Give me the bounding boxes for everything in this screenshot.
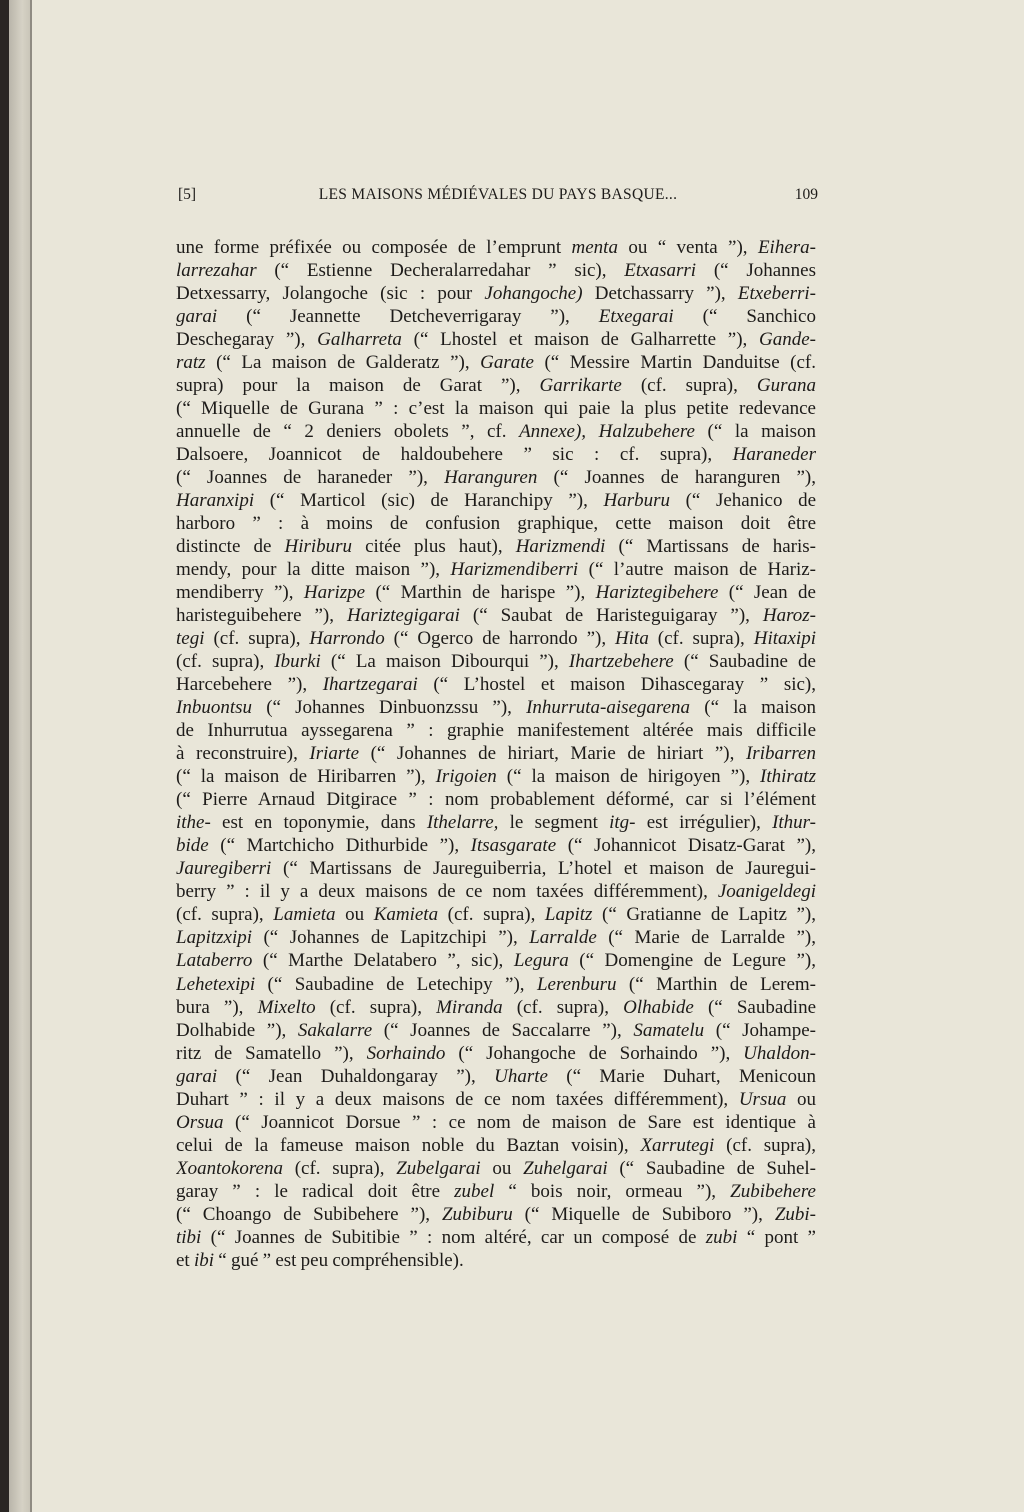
text-run: (“ Gratianne de Lapitz ”), (592, 904, 816, 926)
house-name-italic: Harizmendi (515, 536, 606, 558)
house-name-italic: Olhabide (623, 996, 694, 1018)
text-run: Deschegaray ”), (176, 329, 318, 351)
text-line (176, 604, 816, 627)
text-run: (“ Joannes de Subitibie ” : nom altéré, car un composé de (201, 1226, 706, 1248)
text-run: à reconstruire), (176, 743, 310, 765)
text-run: (“ Joannes de Saccalarre ”), (372, 1019, 634, 1041)
text-line (176, 1111, 816, 1134)
house-name-italic: zubel (454, 1180, 495, 1202)
house-name-italic: Gande- (759, 329, 816, 351)
text-run: (“ Jehanico de (669, 490, 816, 512)
house-name-italic: Jauregiberri (176, 858, 272, 880)
text-run: (cf. supra), (315, 996, 437, 1018)
text-run: (“ La maison de Galderatz ”), (205, 352, 481, 374)
text-run: ou (786, 1088, 816, 1110)
text-run: distincte de (176, 536, 285, 558)
house-name-italic: Ursua (738, 1088, 787, 1110)
text-line (176, 834, 816, 857)
text-line (176, 1065, 816, 1088)
house-name-italic: Hitaxipi (753, 628, 816, 650)
house-name-italic: tibi (176, 1226, 202, 1248)
text-run: (“ Joannes de haranguren ”), (537, 467, 816, 489)
house-name-italic: Zuhelgarai (523, 1157, 608, 1179)
text-run: (“ Martissans de haris- (605, 536, 816, 558)
text-line (176, 443, 816, 466)
house-name-italic: Irigoien (435, 766, 497, 788)
text-run: berry ” : il y a deux maisons de ce nom taxées différemment), (176, 881, 718, 903)
scan-binding-edge (0, 0, 9, 1512)
house-name-italic: Uharte (494, 1065, 548, 1087)
text-line (176, 1226, 816, 1249)
house-name-italic: itg- (609, 812, 636, 834)
house-name-italic: Haranguren (444, 467, 538, 489)
text-run: garay ” : le radical doit être (176, 1180, 455, 1202)
text-line (176, 949, 816, 972)
house-name-italic: Iribarren (745, 743, 816, 765)
text-line (176, 1249, 816, 1272)
text-run: (“ Estienne Decheralarredahar ” sic), (256, 260, 625, 282)
text-line (176, 236, 816, 259)
text-line (176, 1203, 816, 1226)
text-run: (cf. supra), (621, 375, 757, 397)
text-run: (“ Marthin de harispe ”), (365, 582, 596, 604)
text-line (176, 420, 816, 443)
house-name-italic: Lataberro (176, 950, 253, 972)
text-line (176, 696, 816, 719)
text-run: ou “ venta ”), (617, 237, 758, 258)
text-run: ou (335, 904, 374, 926)
page-gutter-line (30, 0, 32, 1512)
text-run: (“ Marthe Delatabero ”, sic), (252, 950, 514, 972)
text-line (176, 1134, 816, 1157)
house-name-italic: Sakalarre (297, 1019, 373, 1041)
text-run: (“ Messire Martin Danduitse (cf. (533, 352, 816, 374)
house-name-italic: Ihartzebehere (568, 651, 674, 673)
house-name-italic: Lapitz (544, 904, 593, 926)
house-name-italic: Eihera- (757, 237, 816, 258)
text-run: (“ Saubat de Haristeguigaray ”), (459, 605, 763, 627)
text-run: (cf. supra), (648, 628, 754, 650)
house-name-italic: Itsasgarate (470, 835, 557, 857)
text-line (176, 973, 816, 996)
text-run: (“ la maison de Hiribarren ”), (176, 766, 436, 788)
house-name-italic: zubi (705, 1226, 738, 1248)
house-name-italic: Ithelarre, (426, 812, 499, 834)
text-line (176, 328, 816, 351)
text-run: (“ Marthin de Lerem- (616, 973, 816, 995)
text-line (176, 489, 816, 512)
text-line (176, 466, 816, 489)
text-run: “ bois noir, ormeau ”), (494, 1180, 731, 1202)
text-run: (“ Joannicot Dorsue ” : ce nom de maison de Sare est identique à (223, 1111, 816, 1133)
text-run: (“ Saubadine de (673, 651, 816, 673)
house-name-italic: Etxeberri- (737, 283, 816, 305)
text-run: (“ Johampe- (704, 1019, 816, 1041)
text-run: (“ Johannes Dinbuonzssu ”), (252, 697, 527, 719)
text-line (176, 788, 816, 811)
house-name-italic: ratz (176, 352, 206, 374)
text-run: (cf. supra), (176, 904, 274, 926)
text-run: (cf. supra), (282, 1157, 397, 1179)
house-name-italic: Hiriburu (284, 536, 353, 558)
text-run: (cf. supra), (714, 1134, 816, 1156)
house-name-italic: Iburki (274, 651, 321, 673)
text-run: (“ Saubadine (693, 996, 816, 1018)
text-run: (“ Sanchico (673, 306, 816, 328)
text-run: (“ La maison Dibourqui ”), (320, 651, 569, 673)
text-run: (cf. supra), (502, 996, 624, 1018)
text-run: Harcebehere ”), (176, 674, 323, 696)
house-name-italic: Lapitzxipi (176, 927, 253, 949)
house-name-italic: Miranda (436, 996, 503, 1018)
house-name-italic: Ithur- (772, 812, 816, 834)
text-run: (“ L’hostel et maison Dihascegaray ” sic), (417, 674, 816, 696)
house-name-italic: Etxasarri (624, 260, 697, 282)
text-run: (“ Johannicot Disatz-Garat ”), (556, 835, 816, 857)
house-name-italic: garai (176, 1065, 218, 1087)
text-run: (“ Marie Duhart, Menicoun (547, 1065, 816, 1087)
text-run: (“ Ogerco de harrondo ”), (384, 628, 616, 650)
text-run: une forme préfixée ou composée de l’emprunt (176, 237, 572, 258)
text-line (176, 374, 816, 397)
house-name-italic: Inhurruta-aisegarena (526, 697, 691, 719)
house-name-italic: Xoantokorena (176, 1157, 283, 1179)
text-run: haristeguibehere ”), (176, 605, 347, 627)
text-run: (“ Joannes de haraneder ”), (176, 467, 445, 489)
text-line (176, 1157, 816, 1180)
house-name-italic: Ithiratz (760, 766, 816, 788)
house-name-italic: Zubi- (774, 1203, 816, 1225)
house-name-italic: Lerenburu (536, 973, 617, 995)
text-line (176, 926, 816, 949)
house-name-italic: Lehetexipi (176, 973, 256, 995)
body-text (176, 236, 816, 1272)
text-line (176, 719, 816, 742)
text-run: (“ Jeannette Detcheverrigaray ”), (217, 306, 599, 328)
house-name-italic: Orsua (176, 1111, 224, 1133)
text-line (176, 305, 816, 328)
house-name-italic: Garrikarte (539, 375, 622, 397)
house-name-italic: Iriarte (309, 743, 360, 765)
house-name-italic: Kamieta (373, 904, 439, 926)
house-name-italic: Hariztegibehere (595, 582, 719, 604)
house-name-italic: Harburu (603, 490, 670, 512)
text-run: (“ Saubadine de Letechipy ”), (255, 973, 537, 995)
text-run: (“ la maison (690, 697, 816, 719)
house-name-italic: garai (176, 306, 218, 328)
house-name-italic: larrezahar (176, 260, 257, 282)
house-name-italic: Galharreta (317, 329, 402, 351)
text-line (176, 627, 816, 650)
house-name-italic: Larralde (529, 927, 597, 949)
text-run: est en toponymie, dans (210, 812, 427, 834)
text-run: (“ Jean de (718, 582, 816, 604)
text-run: (“ Pierre Arnaud Ditgirace ” : nom probablement déformé, car si l’élément (176, 789, 816, 811)
house-name-italic: Mixelto (257, 996, 316, 1018)
house-name-italic: Haranxipi (176, 490, 255, 512)
text-line (176, 996, 816, 1019)
text-run: annuelle de “ 2 deniers obolets ”, cf. (176, 421, 520, 443)
text-run: Dalsoere, Joannicot de haldoubehere ” sic : cf. supra), (176, 444, 733, 466)
text-run: (“ l’autre maison de Hariz- (578, 559, 816, 581)
text-run: (“ Miquelle de Gurana ” : c’est la maison qui paie la plus petite redevance (176, 398, 816, 420)
text-line (176, 903, 816, 926)
text-run: (“ Choango de Subibehere ”), (176, 1203, 442, 1225)
page-number: 109 (794, 186, 818, 203)
text-run: citée plus haut), (352, 536, 516, 558)
text-run: “ pont ” (737, 1226, 816, 1248)
text-line (176, 673, 816, 696)
text-run: et (176, 1249, 194, 1271)
text-line (176, 558, 816, 581)
text-line (176, 259, 816, 282)
house-name-italic: Joanigeldegi (717, 881, 816, 903)
text-line (176, 535, 816, 558)
text-run: ou (480, 1157, 524, 1179)
house-name-italic: Garate (480, 352, 534, 374)
text-run: (“ Domengine de Legure ”), (568, 950, 816, 972)
previous-page-edge (9, 0, 31, 1512)
text-line (176, 811, 816, 834)
text-run: (“ Johannes de Lapitzchipi ”), (252, 927, 530, 949)
text-run: mendy, pour la ditte maison ”), (176, 559, 451, 581)
house-name-italic: Haroz- (762, 605, 816, 627)
text-run: Detchassarry ”), (582, 283, 738, 305)
text-run: (“ Johangoche de Sorhaindo ”), (445, 1042, 744, 1064)
text-line (176, 512, 816, 535)
text-run: (“ Marie de Larralde ”), (596, 927, 816, 949)
house-name-italic: Samatelu (633, 1019, 705, 1041)
text-run: (“ la maison (695, 421, 816, 443)
house-name-italic: Etxegarai (598, 306, 674, 328)
text-line (176, 581, 816, 604)
text-line (176, 1042, 816, 1065)
house-name-italic: Annexe), Halzubehere (519, 421, 695, 443)
house-name-italic: Ihartzegarai (322, 674, 418, 696)
text-line (176, 742, 816, 765)
text-run: (“ Lhostel et maison de Galharrette ”), (401, 329, 760, 351)
text-run: (“ Jean Duhaldongaray ”), (217, 1065, 495, 1087)
text-line (176, 397, 816, 420)
house-name-italic: Legura (513, 950, 569, 972)
text-run: le segment (498, 812, 610, 834)
house-name-italic: tegi (176, 628, 205, 650)
house-name-italic: Uhaldon- (743, 1042, 816, 1064)
house-name-italic: bide (176, 835, 209, 857)
house-name-italic: Zubelgarai (396, 1157, 481, 1179)
text-run: “ gué ” est peu compréhensible). (214, 1249, 464, 1271)
text-line (176, 1180, 816, 1203)
text-run: est irrégulier), (635, 812, 773, 834)
text-run: (“ Martchicho Dithurbide ”), (208, 835, 471, 857)
house-name-italic: Lamieta (273, 904, 336, 926)
text-line (176, 282, 816, 305)
text-run: ritz de Samatello ”), (176, 1042, 367, 1064)
house-name-italic: Xarrutegi (640, 1134, 715, 1156)
text-run: (“ Miquelle de Subiboro ”), (512, 1203, 775, 1225)
text-run: (“ Marticol (sic) de Haranchipy ”), (254, 490, 604, 512)
text-run: (“ Martissans de Jaureguiberria, L’hotel et maison de Jauregui- (271, 858, 816, 880)
house-name-italic: ithe- (176, 812, 211, 834)
text-run: mendiberry ”), (176, 582, 304, 604)
text-run: celui de la fameuse maison noble du Baztan voisin), (176, 1134, 641, 1156)
house-name-italic: Harrondo (309, 628, 385, 650)
text-run: (“ la maison de hirigoyen ”), (496, 766, 761, 788)
text-run: Duhart ” : il y a deux maisons de ce nom taxées différemment), (176, 1088, 739, 1110)
text-run: Dolhabide ”), (176, 1019, 298, 1041)
house-name-italic: Johangoche) (484, 283, 583, 305)
text-line (176, 765, 816, 788)
text-run: (“ Saubadine de Suhel- (607, 1157, 816, 1179)
text-run: (cf. supra), (438, 904, 545, 926)
running-header (178, 186, 818, 208)
text-run: de Inhurrutua ayssegarena ” : graphie manifestement altérée mais difficile (176, 720, 816, 742)
text-run: (cf. supra), (204, 628, 310, 650)
text-line (176, 351, 816, 374)
house-name-italic: ibi (193, 1249, 215, 1271)
text-run: Detxessarry, Jolangoche (sic : pour (176, 283, 485, 305)
text-line (176, 1019, 816, 1042)
text-run: (“ Johannes de hiriart, Marie de hiriart ”), (359, 743, 746, 765)
house-name-italic: Hita (615, 628, 649, 650)
text-run: harboro ” : à moins de confusion graphique, cette maison doit être (176, 513, 816, 535)
running-title: LES MAISONS MÉDIÉVALES DU PAYS BASQUE... (318, 186, 678, 203)
house-name-italic: Zubiburu (441, 1203, 513, 1225)
text-run: supra) pour la maison de Garat ”), (176, 375, 540, 397)
house-name-italic: Inbuontsu (176, 697, 252, 719)
house-name-italic: Haraneder (732, 444, 816, 466)
text-line (176, 880, 816, 903)
text-run: (“ Johannes (696, 260, 816, 282)
section-number: [5] (178, 186, 197, 203)
house-name-italic: Sorhaindo (366, 1042, 446, 1064)
house-name-italic: Gurana (756, 375, 816, 397)
text-line (176, 650, 816, 673)
house-name-italic: menta (571, 237, 618, 258)
house-name-italic: Harizpe (303, 582, 366, 604)
text-run: (cf. supra), (176, 651, 275, 673)
house-name-italic: Harizmendiberri (450, 559, 579, 581)
text-line (176, 857, 816, 880)
house-name-italic: Hariztegigarai (346, 605, 460, 627)
text-line (176, 1088, 816, 1111)
text-run: bura ”), (176, 996, 258, 1018)
house-name-italic: Zubibehere (730, 1180, 816, 1202)
